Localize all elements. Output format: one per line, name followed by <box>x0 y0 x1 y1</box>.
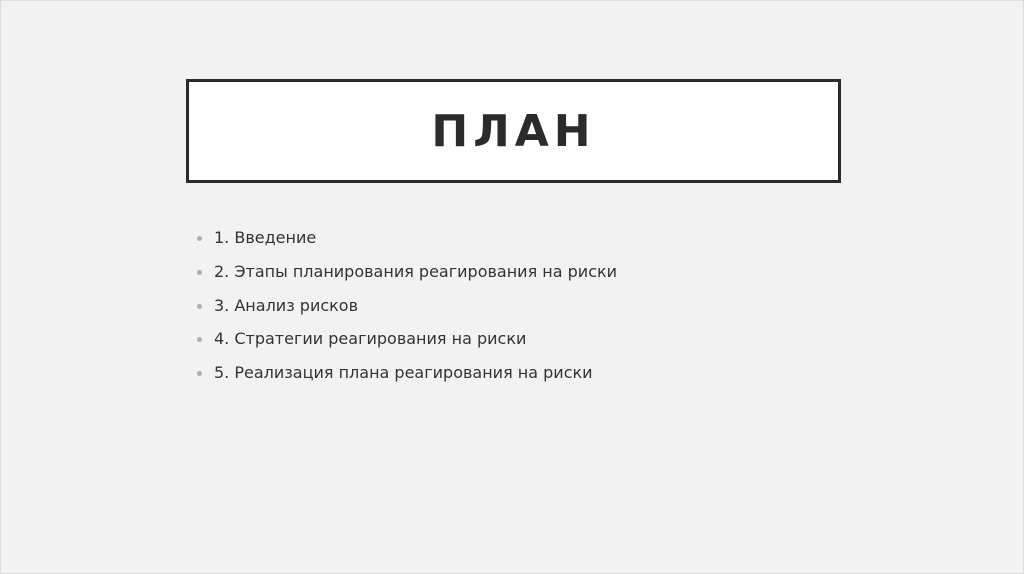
bullet-icon <box>197 304 202 309</box>
bullet-icon <box>197 270 202 275</box>
agenda-list <box>195 223 617 392</box>
list-item-text: 3. Анализ рисков <box>214 295 359 315</box>
list-item-text: 5. Реализация плана реагирования на риски <box>214 363 593 383</box>
list-item-text: 1. Введение <box>214 228 317 247</box>
list-item <box>195 324 617 358</box>
slide-title: ПЛАН <box>431 105 596 157</box>
list-item-text: 4. Стратегии реагирования на риски <box>214 329 527 349</box>
title-box <box>186 79 841 183</box>
bullet-icon <box>197 337 202 342</box>
list-item-text: 2. Этапы планирования реагирования на риски <box>214 261 618 281</box>
list-item <box>195 223 617 257</box>
bullet-icon <box>197 371 202 376</box>
bullet-icon <box>197 236 202 241</box>
list-item <box>195 291 617 325</box>
list-item <box>195 257 617 291</box>
list-item <box>195 358 617 392</box>
